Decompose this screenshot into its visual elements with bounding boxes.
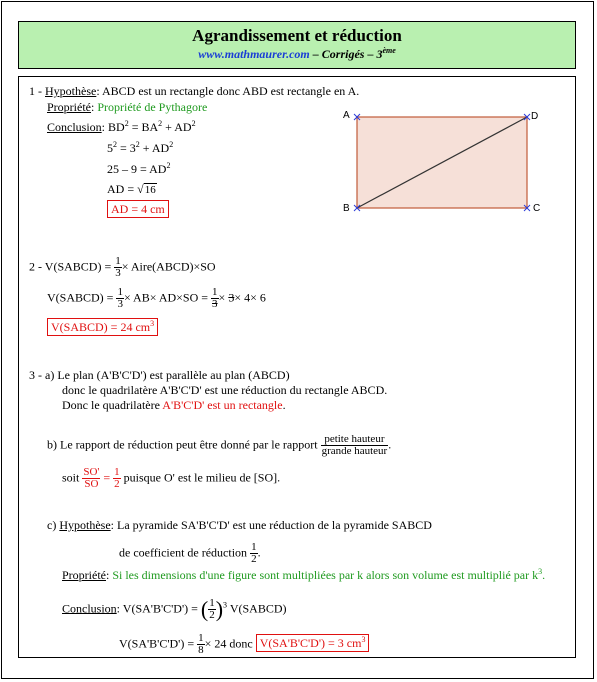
q3c-property: Propriété: Si les dimensions d'une figure sont multipliées par k alors son volume est multiplié par $k^3$. [62,567,546,582]
q1-equation-2: $5^2 = 3^2 + AD^2$ [107,140,174,155]
q1-property: Propriété: Propriété de Pythagore [47,100,208,114]
q1-conclusion: Conclusion: $BD^2 = BA^2 + AD^2$ [47,119,196,134]
rectangle-figure [330,105,550,220]
label-a: A [343,110,350,121]
q3c-result: V(SA'B'C'D') = $\frac{1}{8}$ × 24 donc V(SA'B'C'D') = 3 $cm^3$ [119,633,369,656]
q3a-line2: donc le quadrilatère A'B'C'D' est une réduction du rectangle ABCD. [62,383,388,397]
q3c-coefficient: de coefficient de réduction $\frac{1}{2}$ . [119,541,261,565]
q1-equation-3: $25 - 9 = AD^2$ [107,161,171,176]
label-c: C [533,203,541,214]
label-b: B [343,203,350,214]
site-link[interactable]: www.mathmaurer.com [198,47,310,61]
q1-answer: AD = 4 cm [107,202,169,216]
q2-answer: V(SABCD) = 24 $cm^3$ [47,320,158,334]
q3a-line3: Donc le quadrilatère A'B'C'D' est un rectangle. [62,398,286,412]
q1-hypothesis: 1 - Hypothèse: ABCD est un rectangle donc ABD est rectangle en A. [29,84,360,98]
page-subtitle: www.mathmaurer.com – Corrigés – 3ème [198,46,396,61]
q3b-soit: soit $\frac{SO'}{SO}$ = $\frac{1}{2}$ puisque O' est le milieu de [SO]. [62,466,281,490]
q3a-line1: 3 - a) Le plan (A'B'C'D') est parallèle au plan (ABCD) [29,368,290,382]
q3c-conclusion: Conclusion: V(SA'B'C'D') = ( $\frac{1}{2}$ )$^3$ V(SABCD) [62,596,287,622]
header-banner [18,21,576,69]
q2-volume-formula: 2 - V(SABCD) = $\frac{1}{3}$ × Aire(ABCD)×SO [29,255,216,279]
q3b-ratio: b) Le rapport de réduction peut être donné par le rapport $\frac{\text{petite hauteur}}{\text{grande hauteur}}$ . [47,433,392,457]
q3c-hypothesis: c) Hypothèse: La pyramide SA'B'C'D' est une réduction de la pyramide SABCD [47,518,432,532]
q1-equation-4: AD = √16 [107,182,156,196]
page-title: Agrandissement et réduction [192,26,402,45]
q2-volume-calc: V(SABCD) = $\frac{1}{3}$ × AB× AD×SO = $\frac{1}{3}$ × 3× 4× 6 [47,286,266,310]
label-d: D [531,111,539,122]
